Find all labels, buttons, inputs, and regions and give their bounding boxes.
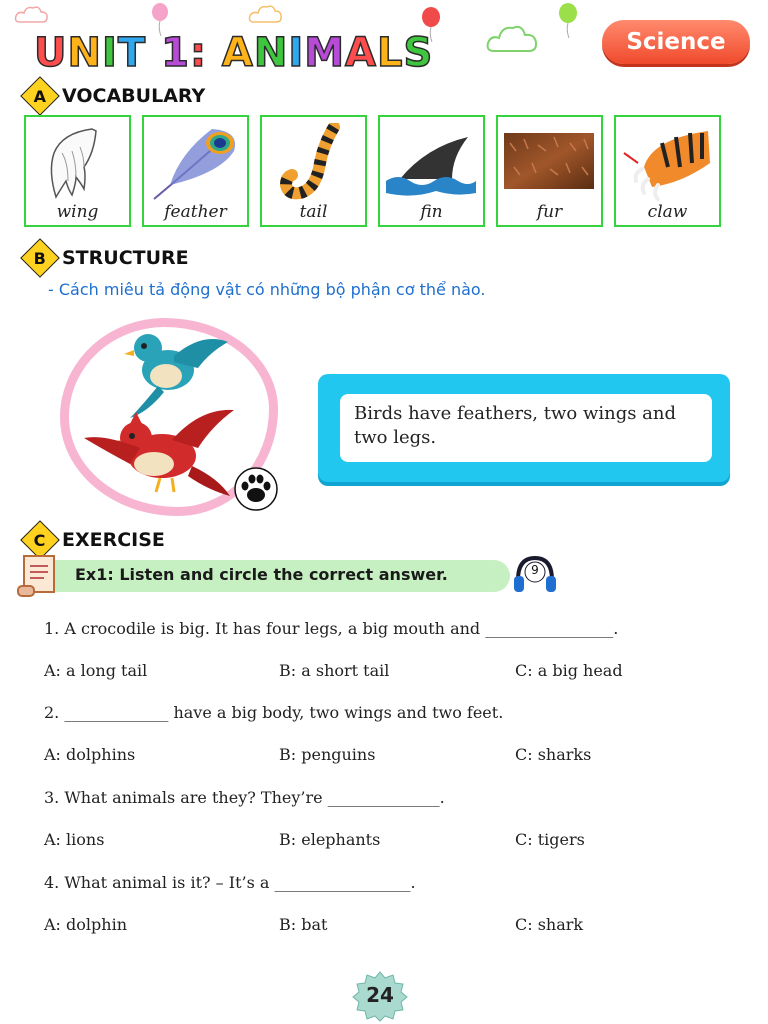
exercise-title: Ex1: Listen and circle the correct answer. [75, 565, 448, 584]
option-b[interactable]: B: penguins [279, 745, 376, 764]
scroll-icon [16, 552, 60, 598]
page-number-text: 24 [366, 983, 394, 1007]
section-badge: B [20, 238, 60, 278]
vocabulary-cards [24, 115, 744, 230]
vocab-card-claw [614, 115, 721, 227]
option-a[interactable]: A: a long tail [44, 661, 148, 680]
cloud-icon [486, 22, 540, 54]
structure-heading [26, 244, 189, 272]
red-bird-icon [80, 404, 240, 504]
unit-title-letter: A [221, 30, 254, 76]
unit-title-letter: I [101, 30, 118, 76]
vocab-label: claw [647, 202, 688, 222]
section-title: EXERCISE [62, 529, 165, 551]
question-3: 3. What animals are they? They’re ______________. [44, 788, 445, 807]
audio-button[interactable] [512, 552, 558, 598]
cloud-icon [14, 4, 50, 24]
tiger-claw-icon [622, 123, 712, 201]
vocab-label: fur [536, 202, 563, 222]
vocab-label: wing [56, 202, 99, 222]
question-2: 2. _____________ have a big body, two wings and two feet. [44, 703, 504, 722]
unit-title-letter: I [288, 30, 305, 76]
question-1: 1. A crocodile is big. It has four legs, a big mouth and ________________. [44, 619, 619, 638]
option-b[interactable]: B: elephants [279, 830, 381, 849]
unit-title-letter: U [34, 30, 68, 76]
page-number [352, 970, 408, 1022]
fur-texture-icon [504, 123, 594, 201]
unit-title-letter [146, 30, 161, 76]
peacock-feather-icon [150, 123, 240, 201]
audio-track-number: 9 [531, 563, 539, 577]
cloud-icon [248, 2, 284, 24]
vocab-label: feather [164, 202, 227, 222]
option-c[interactable]: C: sharks [515, 745, 592, 764]
unit-title-letter: M [304, 30, 346, 76]
vocab-card-feather [142, 115, 249, 227]
section-badge: C [20, 520, 60, 560]
example-sentence: Birds have feathers, two wings and two legs. [340, 394, 712, 462]
option-c[interactable]: C: tigers [515, 830, 585, 849]
vocab-card-fur [496, 115, 603, 227]
shark-fin-icon [386, 123, 476, 201]
section-badge: A [20, 76, 60, 116]
unit-title-letter: N [67, 30, 102, 76]
vocab-label: tail [299, 202, 328, 222]
unit-title-letter: A [345, 30, 377, 76]
question-4: 4. What animal is it? – It’s a _________________. [44, 873, 416, 892]
unit-title [34, 30, 433, 76]
section-title: VOCABULARY [62, 85, 206, 107]
paw-icon [234, 467, 278, 511]
vocab-label: fin [420, 202, 443, 222]
vocabulary-heading [26, 82, 205, 110]
unit-title-letter: T [117, 30, 147, 76]
section-title: STRUCTURE [62, 247, 189, 269]
vocab-card-tail [260, 115, 367, 227]
unit-title-letter [207, 30, 222, 76]
option-a[interactable]: A: dolphins [44, 745, 136, 764]
unit-title-letter: N [253, 30, 289, 76]
unit-title-letter: : [189, 30, 207, 76]
unit-title-letter: 1 [161, 30, 190, 76]
wing-icon [32, 123, 122, 201]
exercise-heading [26, 526, 165, 554]
balloon-icon [557, 2, 579, 40]
option-b[interactable]: B: a short tail [279, 661, 390, 680]
option-a[interactable]: A: dolphin [44, 915, 127, 934]
unit-title-letter: L [377, 30, 404, 76]
vocab-card-fin [378, 115, 485, 227]
option-c[interactable]: C: a big head [515, 661, 623, 680]
subject-badge: Science [602, 20, 750, 64]
tiger-tail-icon [268, 123, 358, 201]
option-c[interactable]: C: shark [515, 915, 584, 934]
structure-note: - Cách miêu tả động vật có những bộ phận cơ thể nào. [48, 280, 486, 299]
unit-title-letter: S [403, 30, 434, 76]
vocab-card-wing [24, 115, 131, 227]
option-b[interactable]: B: bat [279, 915, 328, 934]
option-a[interactable]: A: lions [44, 830, 105, 849]
